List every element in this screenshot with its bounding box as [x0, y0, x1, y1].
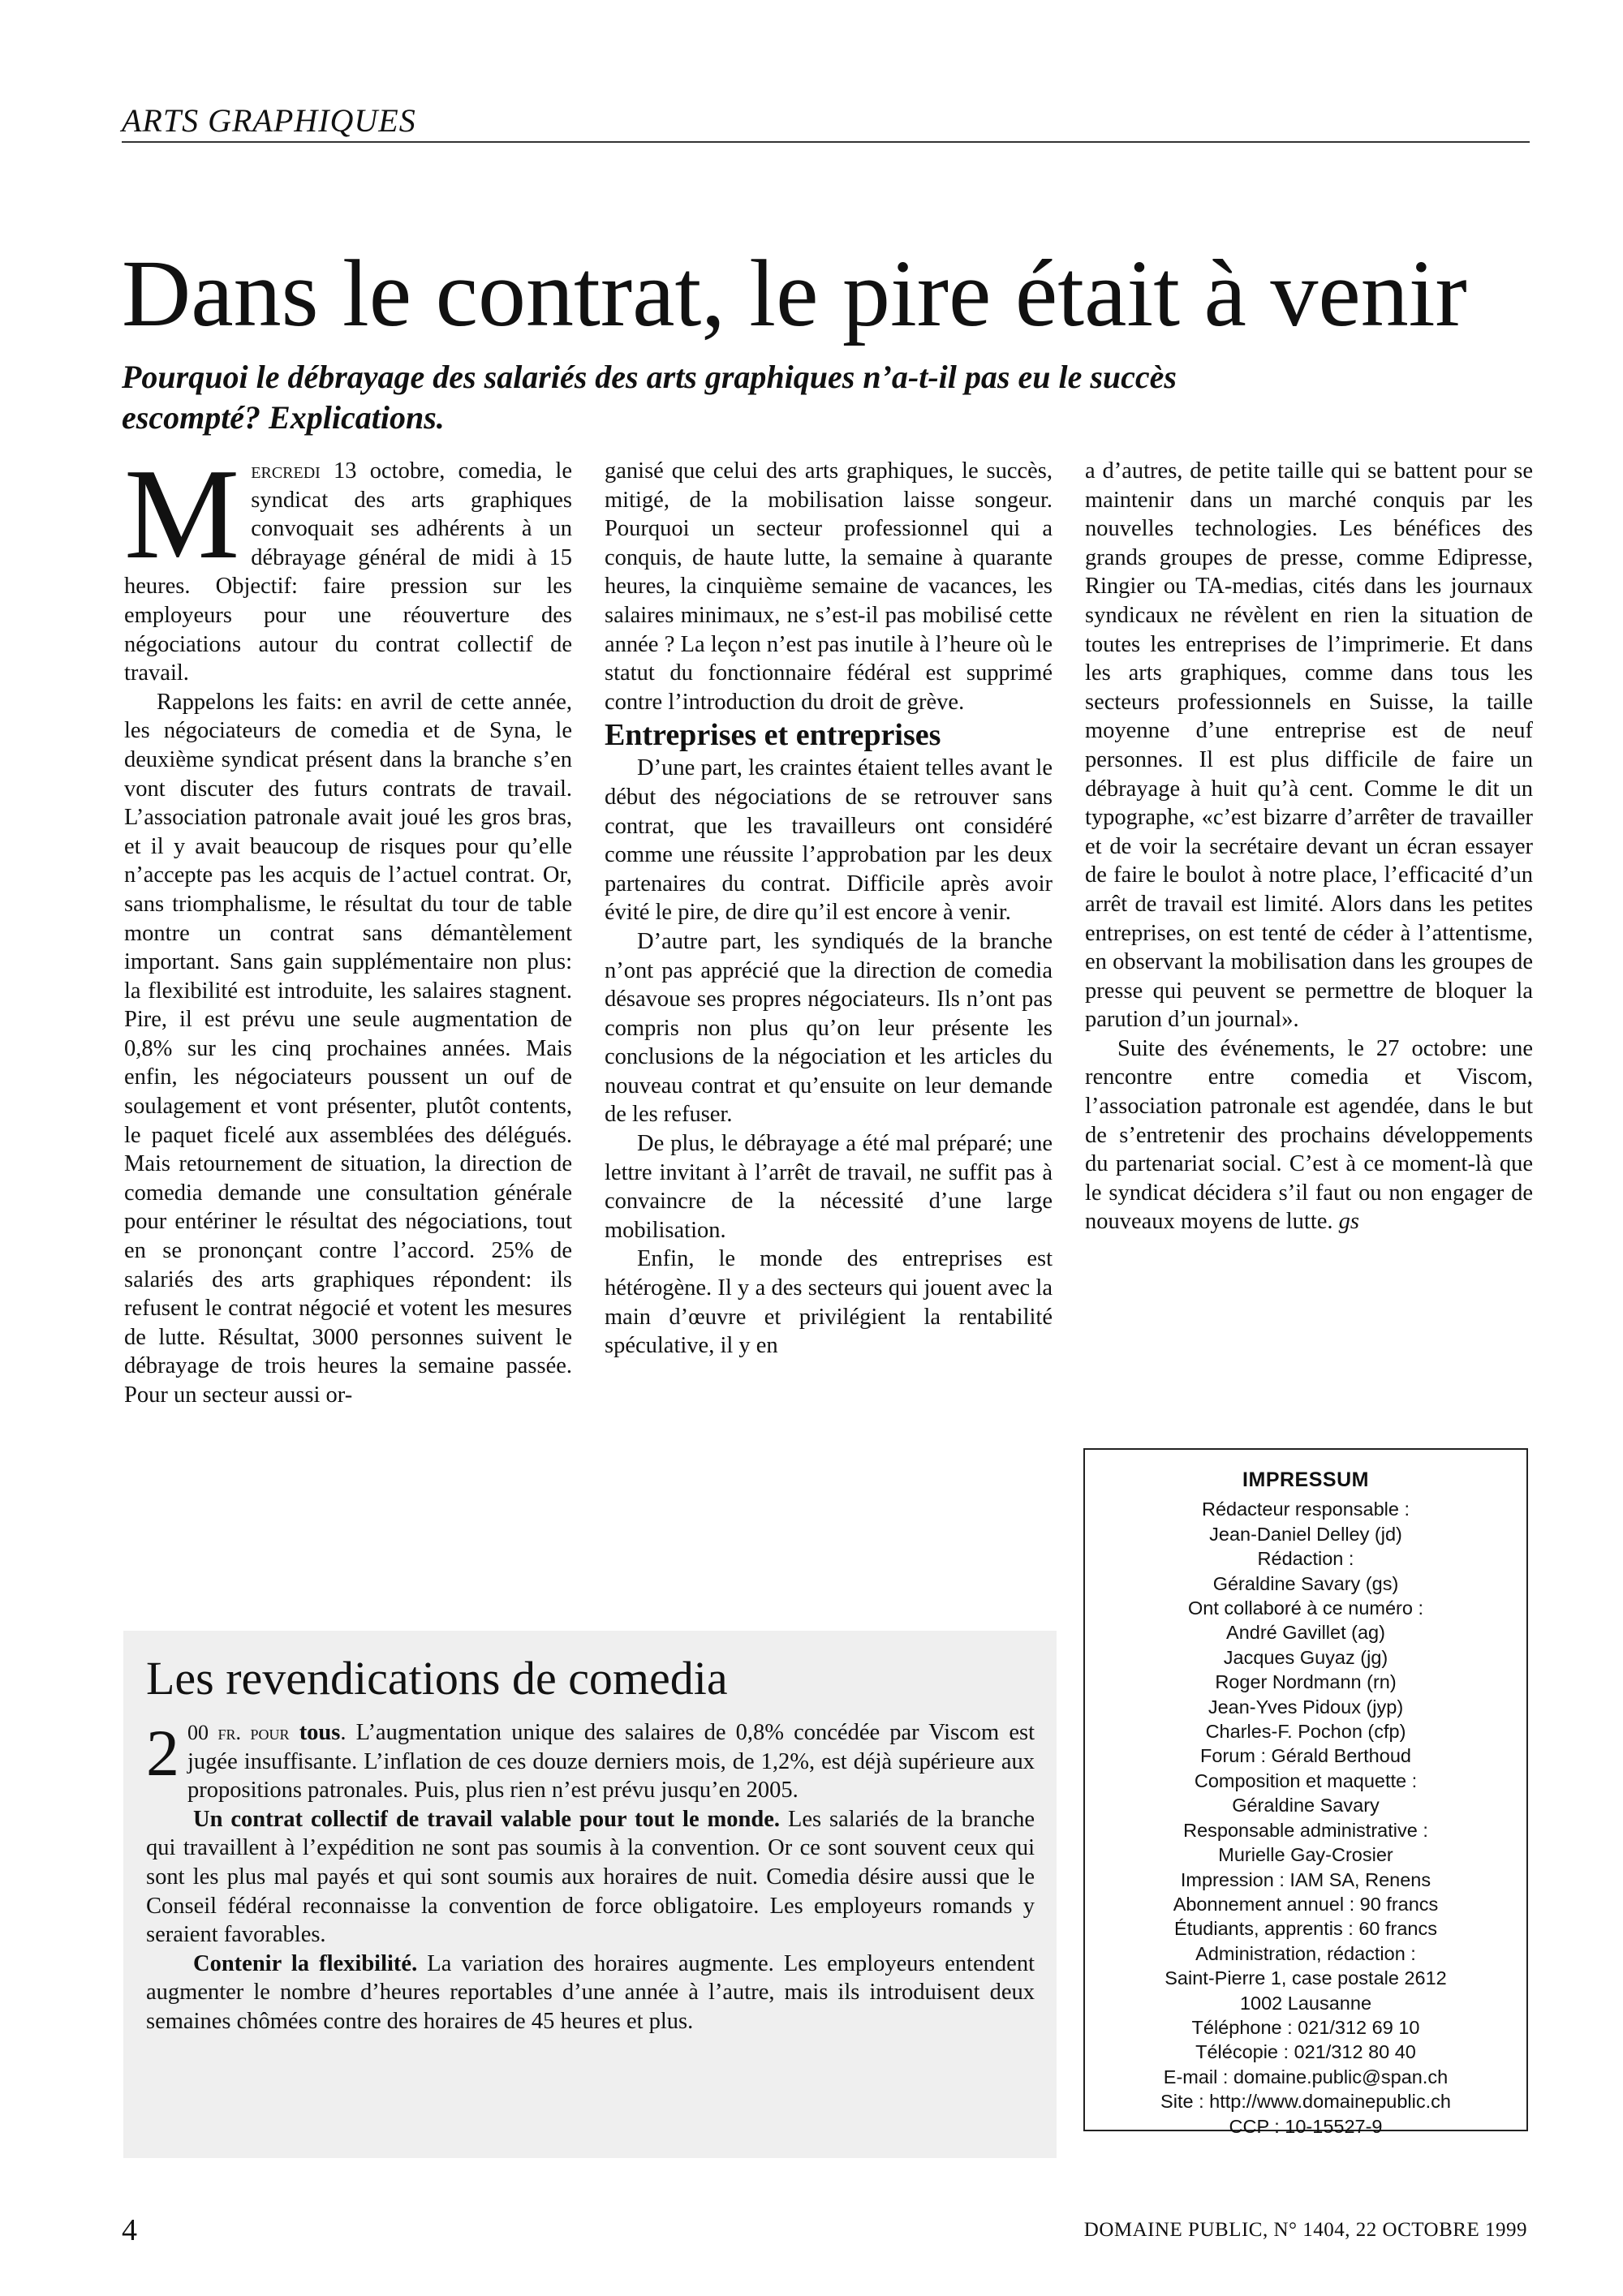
impressum-line: Saint-Pierre 1, case postale 2612	[1165, 1967, 1447, 1989]
impressum-line: E-mail : domaine.public@span.ch	[1163, 2066, 1449, 2087]
impressum-line: Télécopie : 021/312 80 40	[1195, 2041, 1416, 2063]
lead-bold: tous	[289, 1720, 341, 1745]
publication-footer: DOMAINE PUBLIC, N° 1404, 22 OCTOBRE 1999	[1083, 2219, 1527, 2241]
impressum-line: Abonnement annuel : 90 francs	[1173, 1893, 1439, 1915]
impressum-line: Téléphone : 021/312 69 10	[1191, 2016, 1420, 2038]
impressum-line: Rédaction :	[1257, 1548, 1354, 1570]
impressum-line: Jean-Daniel Delley (jd)	[1209, 1523, 1402, 1545]
impressum-line: Charles-F. Pochon (cfp)	[1205, 1721, 1406, 1743]
article-column-3	[1085, 457, 1533, 1236]
article-paragraph: ganisé que celui des arts graphiques, le succès, mitigé, de la mobilisation laisse songeur. Pourquoi un secteur professionnel qui a conquis, de haute lutte, la semaine à quarante heures, la cinquième semaine de vacances, les salaires minimaux, ne s’est-il pas mobilisé cette année ? La leçon n’est pas inutile à l’heure où le statut du fonctionnaire fédéral est supprimé contre l’introduction du droit de grève.	[605, 458, 1053, 715]
article-paragraph: a d’autres, de petite taille qui se battent pour se maintenir dans un marché conquis par les nouvelles technologies. Les bénéfices des grands groupes de presse, comme Edipresse, Ringier ou TA-medias, cités dans les journaux syndicaux ne révèlent en rien la situation de toutes les entreprises de l’imprimerie. Et dans les arts graphiques, comme dans tous les secteurs professionnels en Suisse, la taille moyenne d’une entreprise est de neuf personnes. Il est plus difficile de faire un débrayage à huit qu’à cent. Comme le dit un typographe, «c’est bizarre d’arrêter de travailler et de voir la secrétaire devant un écran essayer de faire le boulot à notre place, l’efficacité d’un arrêt de travail est limité. Alors dans les petites entreprises, on est tenté de céder à l’attentisme, en observant la mobilisation dans les groupes de presse qui peuvent se permettre de bloquer la parution d’un journal».	[1085, 458, 1533, 1033]
impressum-line: Ont collaboré à ce numéro :	[1188, 1597, 1423, 1619]
drop-cap: M	[124, 441, 240, 586]
impressum-line: Jacques Guyaz (jg)	[1223, 1646, 1388, 1668]
impressum-line: Jean-Yves Pidoux (jyp)	[1208, 1696, 1404, 1718]
impressum-title: IMPRESSUM	[1242, 1468, 1369, 1491]
page-number: 4	[122, 2213, 137, 2247]
sidebar-box	[123, 1631, 1057, 2158]
impressum-line: Forum : Gérald Berthoud	[1200, 1745, 1411, 1767]
sidebar-paragraph	[146, 1805, 1035, 1950]
impressum-line: Composition et maquette :	[1194, 1769, 1418, 1791]
article-column-1	[124, 441, 572, 1410]
drop-cap: 2	[146, 1716, 179, 1790]
deck: Pourquoi le débrayage des salariés des arts graphiques n’a-t-il pas eu le succès escompté? Explications.	[122, 359, 1177, 436]
impressum-line: Roger Nordmann (rn)	[1215, 1671, 1397, 1693]
article-column-2	[605, 457, 1053, 1361]
impressum-line: Murielle Gay-Crosier	[1218, 1844, 1393, 1866]
paragraph-text: Suite des événements, le 27 octobre: une rencontre entre comedia et Viscom, l’association patronale est agendée, dans le but de s’entretenir des prochains développements du partenariat social. C’est à ce moment-là que le syndicat décidera s’il faut ou non engager de nouveaux moyens de lutte.	[1085, 1035, 1533, 1235]
impressum-line: 1002 Lausanne	[1239, 1992, 1372, 2014]
headline: Dans le contrat, le pire était à venir	[122, 240, 1467, 347]
impressum-line: Impression : IAM SA, Renens	[1180, 1868, 1431, 1890]
paragraph-text: Les salariés de la branche qui travaillent à l’expédition ne sont pas soumis à la convention. Or ce sont souvent ceux qui sont les plus mal payés et qui sont soumis aux horaires de nuit. Comedia désire aussi que le Conseil fédéral reconnaisse la convention de force obligatoire. Les employeurs romands y seraient favorables.	[146, 1806, 1035, 1948]
paragraph-text: La variation des horaires augmente. Les employeurs entendent augmenter le nombre d’heures reportables d’une année à l’autre, mais ils introduisent deux semaines chômées contre des horaires de 45 heures et plus.	[146, 1950, 1035, 2034]
lead-bold: Un contrat collectif de travail valable pour tout le monde.	[193, 1806, 781, 1832]
sidebar-title: Les revendications de comedia	[146, 1652, 728, 1705]
impressum-line: Étudiants, apprentis : 60 francs	[1174, 1918, 1437, 1940]
lead-small-caps: ercredi	[251, 458, 321, 484]
subheading: Entreprises et entreprises	[605, 718, 941, 753]
impressum-lines	[1085, 1497, 1526, 2139]
article-paragraph	[124, 441, 572, 688]
impressum-line: Responsable administrative :	[1183, 1819, 1428, 1841]
paragraph-text: . L’augmentation unique des salaires de 0,8% concédée par Viscom est jugée insuffisante. L’inflation de ces douze derniers mois, de 1,2%, est déjà supérieure aux propositions patronales. Puis, plus rien n’est prévu jusqu’en 2005.	[187, 1720, 1035, 1804]
impressum-line: Rédacteur responsable :	[1201, 1498, 1410, 1520]
section-label: ARTS GRAPHIQUES	[122, 102, 1530, 143]
article-paragraph	[1085, 1034, 1533, 1236]
sidebar-paragraph	[146, 1950, 1035, 2036]
impressum-line: Administration, rédaction :	[1195, 1942, 1416, 1964]
article-paragraph: D’une part, les craintes étaient telles avant le début des négociations de se retrouver sans contrat, que les travailleurs ont considéré comme une réussite l’approbation par les deux partenaires du contrat. Difficile après avoir évité le pire, de dire qu’il est encore à venir.	[605, 755, 1053, 926]
article-paragraph: Rappelons les faits: en avril de cette année, les négociateurs de comedia et de Syna, le deuxième syndicat présent dans la branche s’en vont discuter des futurs contrats de travail. L’association patronale avait joué les gros bras, et il y avait beaucoup de risques pour qu’elle n’accepte pas les acquis de l’actuel contrat. Or, sans triomphalisme, le résultat du tour de table montre un contrat sans démantèlement important. Sans gain supplémentaire non plus: la flexibilité est introduite, les salaires stagnent. Pire, il est prévu une seule augmentation de 0,8% sur les cinq prochaines années. Mais enfin, les négociateurs poussent un ouf de soulagement et vont présenter, plutôt contents, le paquet ficelé aux assemblées des délégués. Mais retournement de situation, la direction de comedia demande une consultation générale pour entériner le résultat des négociations, tout en se prononçant contre l’accord. 25% de salariés des arts graphiques répondent: ils refusent le contrat négocié et votent les mesures de lutte. Résultat, 3000 personnes suivent le débrayage de trois heures la semaine passée. Pour un secteur aussi or-	[124, 689, 572, 1408]
impressum-line: CCP : 10-15527-9	[1229, 2115, 1383, 2137]
impressum-line: Site : http://www.domainepublic.ch	[1160, 2091, 1451, 2113]
paragraph-text: 13 octobre, comedia, le syndicat des arts graphiques convoquait ses adhérents à un débrayage général de midi à 15 heures. Objectif: faire pression sur les employeurs pour une réouverture des négociations autour du contrat collectif de travail.	[124, 458, 572, 686]
impressum-box	[1083, 1448, 1528, 2137]
lead-bold: Contenir la flexibilité.	[193, 1950, 418, 1976]
sidebar-paragraph	[146, 1718, 1035, 1805]
article-paragraph: De plus, le débrayage a été mal préparé; une lettre invitant à l’arrêt de travail, ne suffit pas à convaincre de la nécessité d’une large mobilisation.	[605, 1131, 1053, 1243]
article-paragraph: Enfin, le monde des entreprises est hétérogène. Il y a des secteurs qui jouent avec la main d’œuvre et privilégient la rentabilité spéculative, il y en	[605, 1246, 1053, 1359]
sidebar-body	[146, 1718, 1035, 2036]
author-signature: gs	[1338, 1209, 1359, 1235]
impressum-line: André Gavillet (ag)	[1226, 1622, 1385, 1644]
impressum-line: Géraldine Savary (gs)	[1212, 1572, 1399, 1594]
article-paragraph: D’autre part, les syndiqués de la branche n’ont pas apprécié que la direction de comedia désavoue ses propres négociateurs. Ils n’ont pas compris non plus qu’on leur présente les conclusions de la négociation et les articles du nouveau contrat et qu’ensuite on leur demande de les refuser.	[605, 928, 1053, 1128]
lead-small-caps: 00 fr. pour	[187, 1721, 290, 1744]
impressum-line: Géraldine Savary	[1232, 1795, 1380, 1817]
